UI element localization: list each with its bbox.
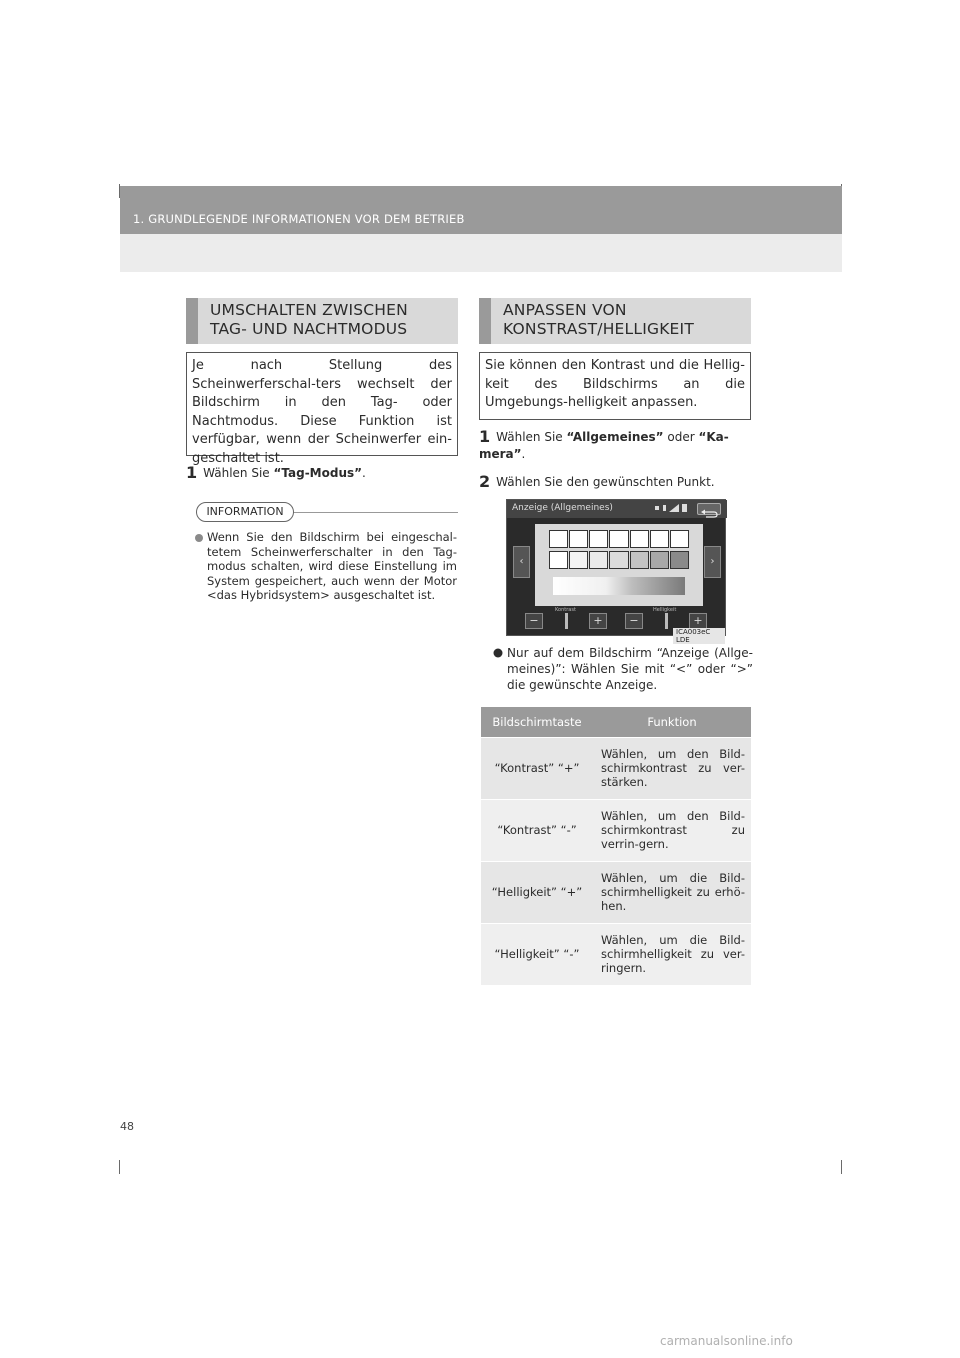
display-screenshot (506, 499, 726, 644)
status-icons (655, 503, 691, 515)
section-heading-text: ANPASSEN VON KONSTRAST/HELLIGKEIT (503, 301, 694, 338)
step-option-allgemeines: “Allgemeines” (566, 430, 664, 444)
section-heading-contrast-brightness (479, 298, 751, 344)
intro-box-contrast: Sie können den Kontrast und die Hellig-keit des Bildschirms an die Umgebungs-helligkeit anpassen. (479, 352, 751, 420)
gradient-bar (553, 577, 685, 595)
step-text: Wählen Sie den gewünschten Punkt. (496, 475, 715, 489)
table-row (481, 923, 751, 985)
next-display-button[interactable]: › (704, 546, 721, 578)
table-key: “Kontrast” “-” (481, 799, 593, 861)
header-subband (120, 234, 842, 272)
brightness-minus-button[interactable]: − (625, 613, 643, 629)
table-value: Wählen, um die Bild-schirmhelligkeit zu ver-ringern. (593, 923, 751, 985)
chapter-title: 1. GRUNDLEGENDE INFORMATIONEN VOR DEM BETRIEB (133, 212, 465, 226)
column-header-function: Funktion (593, 707, 751, 737)
step-1-tag-modus (186, 464, 458, 482)
step-1-allgemeines (479, 428, 753, 463)
table-row (481, 861, 751, 923)
table-value: Wählen, um den Bild-schirmkontrast zu ver-stärken. (593, 737, 751, 799)
step-text: Wählen Sie (203, 466, 274, 480)
function-table (481, 707, 751, 985)
table-header-row (481, 707, 751, 737)
step-number: 2 (479, 472, 491, 491)
step-option-kamera: “Ka-mera” (479, 430, 729, 461)
information-label: INFORMATION (196, 502, 294, 522)
contrast-level-bar (565, 613, 568, 629)
header-band (120, 186, 842, 234)
back-arrow-icon (698, 509, 720, 519)
step-punct: . (521, 447, 526, 461)
table-key: “Helligkeit” “-” (481, 923, 593, 985)
section-heading-text: UMSCHALTEN ZWISCHEN TAG- UND NACHTMODUS (210, 301, 408, 338)
signal-icon (655, 503, 691, 513)
step-text: oder (663, 430, 699, 444)
back-button[interactable] (697, 503, 721, 515)
pattern-row-white (549, 530, 689, 548)
step-punct: . (362, 466, 366, 480)
step-option-tag-modus: “Tag-Modus” (273, 466, 363, 480)
image-code: ICA003eC LDE (673, 628, 725, 644)
contrast-plus-button[interactable]: + (589, 613, 607, 629)
kontrast-label: Kontrast (555, 607, 576, 613)
information-body: Wenn Sie den Bildschirm bei eingeschal-tetem Scheinwerferschalter in den Tag-modus schalten, wird diese Einstellung im System gespeichert, auch wenn der Motor <das Hybridsystem> ausgeschaltet ist. (207, 530, 457, 602)
page-number: 48 (120, 1120, 134, 1133)
test-pattern (535, 524, 703, 606)
display-note-text: Nur auf dem Bildschirm “Anzeige (Allge-meines)”: Wählen Sie mit “<” oder “>” die gewünschte Anzeige. (507, 646, 753, 692)
table-row (481, 737, 751, 799)
table-key: “Kontrast” “+” (481, 737, 593, 799)
previous-display-button[interactable]: ‹ (513, 546, 530, 578)
crop-mark (841, 1160, 842, 1174)
pattern-row-gray (549, 551, 689, 569)
helligkeit-label: Helligkeit (653, 607, 677, 613)
table-key: “Helligkeit” “+” (481, 861, 593, 923)
step-number: 1 (479, 427, 491, 446)
table-value: Wählen, um den Bild-schirmkontrast zu verrin-gern. (593, 799, 751, 861)
display-note (495, 645, 753, 693)
crop-mark (119, 1160, 120, 1174)
brightness-plus-button[interactable]: + (689, 613, 707, 629)
screen-title: Anzeige (Allgemeines) (512, 503, 613, 513)
intro-box-day-night: Je nach Stellung des Scheinwerferschal-ters wechselt der Bildschirm in den Tag- oder Nachtmodus. Diese Funktion ist verfügbar, wenn der Scheinwerfer ein-geschaltet ist. (186, 352, 458, 456)
table-value: Wählen, um die Bild-schirmhelligkeit zu erhö-hen. (593, 861, 751, 923)
step-2-select-item (479, 473, 753, 491)
column-header-key: Bildschirmtaste (481, 707, 593, 737)
step-number: 1 (186, 463, 198, 482)
table-row (481, 799, 751, 861)
bullet-icon (493, 648, 503, 658)
watermark: carmanualsonline.info (660, 1334, 793, 1348)
step-text: Wählen Sie (496, 430, 567, 444)
section-heading-day-night (186, 298, 458, 344)
information-text (195, 530, 457, 603)
brightness-level-bar (665, 613, 668, 629)
contrast-minus-button[interactable]: − (525, 613, 543, 629)
